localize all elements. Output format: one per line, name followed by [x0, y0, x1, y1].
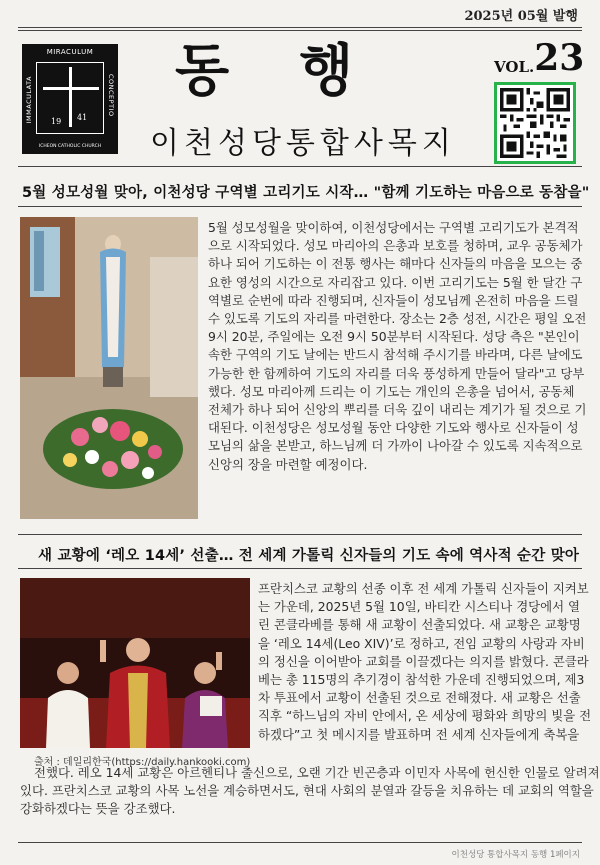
article2-line: 는 가운데, 2025년 5월 10일, 바티칸 시스티나 경당에서 열	[258, 599, 580, 615]
article1-line: 신앙의 장을 마련할 예정이다.	[208, 456, 368, 472]
logo-year-left: 19	[51, 117, 62, 126]
newsletter-title: 동행	[175, 39, 424, 104]
article2-line: 전했다. 레오 14세 교황은 아르헨티나 출신으로, 오랜 기간 빈곤층과 이민자 사목에 헌신한 인물로 알려져	[34, 765, 600, 780]
article1-line: 수 있도록 기도의 자리를 마련한다. 장소는 2층 성전, 시간은 평일 오전	[208, 311, 587, 327]
article2-line: 강화하겠다는 뜻을 강조했다.	[20, 801, 176, 817]
article1-line: 했다. 성모 마리아께 드리는 이 기도는 개인의 은총을 넘어서, 공동체	[208, 383, 575, 399]
article2-line: 베는 총 115명의 추기경이 참석한 가운데 진행되었으며, 제3	[258, 672, 585, 688]
article1-body	[208, 219, 587, 474]
article2-line: 의 정신을 이어받아 교회를 이끌겠다는 의지를 밝혔다. 콘클라	[258, 653, 589, 669]
article1-rule	[18, 206, 582, 207]
article1-line: 모님의 삶을 본받고, 하느님께 더 가까이 나아갈 수 있도록 지속적으로	[208, 438, 583, 454]
footer-rule	[18, 842, 582, 843]
article1-line: 요한 영성의 시간으로 자리잡고 있다. 이번 고리기도는 5월 한 달간 구	[208, 274, 583, 290]
vol-number: 23	[534, 37, 585, 79]
article2-line: 있다. 프란치스코 교황의 사목 노선을 계승하면서도, 현대 사회의 분열과 갈등을 치유하는 데 교회의 역할을	[20, 783, 594, 799]
article1-headline: 5월 성모성월 맞아, 이천성당 구역별 고리기도 시작… "함께 기도하는 마음으로 동참을"	[22, 185, 590, 201]
page-footer: 이천성당 통합사목지 동행 1페이지	[451, 850, 580, 860]
article2-rule	[18, 568, 582, 569]
logo-bottom-text: ICHEON CATHOLIC CHURCH	[38, 144, 102, 149]
top-rule-2	[18, 30, 582, 31]
top-rule	[18, 27, 582, 28]
article2-line: 프란치스코 교황의 선종 이후 전 세계 가톨릭 신자들이 지켜보	[258, 581, 589, 596]
mary-statue-photo	[20, 217, 198, 519]
newsletter-subtitle: 이천성당통합사목지	[150, 126, 456, 161]
article2-line: 린 콘클라베를 통해 새 교황이 선출되었다. 새 교황은 교황명	[258, 617, 581, 633]
article2-line: 하겠다”고 첫 메시지를 발표하며 전 세계 신자들에게 축복을	[258, 726, 580, 742]
logo-right-text: CONCEPTIO	[107, 74, 115, 117]
article1-line: 속한 구역의 기도 날에는 반드시 참석해 주시기를 바라며, 다른 날에도	[208, 347, 583, 363]
vol-prefix: VOL.	[494, 58, 535, 76]
article1-line: 하나 되어 기도하는 이 전통 행사는 해마다 신자들의 마음을 모으는 중	[208, 256, 583, 272]
article1-line: 전체가 하나 되어 신앙의 뿌리를 더욱 깊이 내리는 계기가 될 것으로 기	[208, 402, 587, 418]
issue-date: 2025년 05월 발행	[464, 9, 578, 24]
article2-line: 차 투표에서 교황이 선출된 것으로 전해졌다. 새 교황은 선출	[258, 690, 581, 706]
article2-line: 직후 “하느님의 자비 안에서, 온 세상에 평화와 희망의 빛을 전	[258, 708, 592, 724]
logo-left-text: IMMACULATA	[25, 76, 33, 124]
article1-line: 9시 20분, 주일에는 오전 9시 50분부터 시작된다. 성당 측은 "본인이	[208, 329, 580, 345]
article2-headline: 새 교황에 ‘레오 14세’ 선출… 전 세계 가톨릭 신자들의 기도 속에 역사적 순간 맞아	[38, 548, 580, 564]
volume-label	[494, 37, 585, 79]
article1-line: 가능한 한 함께하여 기도의 자리를 더욱 풍성하게 만들어 달라"고 당부	[208, 365, 585, 381]
article1-line: 으로 시작되었다. 성모 마리아의 은총과 보호를 청하며, 교우 공동체가	[208, 238, 583, 254]
article2-line: 을 ‘레오 14세(Leo XIV)’로 정하고, 전임 교황의 사랑과 자비	[258, 635, 585, 651]
pope-balcony-photo	[20, 578, 250, 748]
article2-body-full	[20, 764, 600, 819]
article1-line: 대된다. 이천성당은 성모성월 동안 다양한 기도와 행사로 신자들이 성	[208, 420, 579, 436]
article2-top-rule	[18, 534, 582, 535]
masthead-rule	[18, 166, 582, 167]
qr-code-icon[interactable]	[494, 82, 576, 164]
logo-year-right: 41	[77, 113, 88, 122]
logo-top-text: MIRACULUM	[46, 48, 94, 56]
article1-line: 역별로 순번에 따라 진행되며, 신자들이 성모님께 온전히 마음을 드릴	[208, 292, 579, 308]
photo-caption: 출처 : 데일리한국(https://daily.hankooki.com)	[34, 757, 251, 768]
article1-line: 5월 성모성월을 맞이하여, 이천성당에서는 구역별 고리기도가 본격적	[208, 220, 579, 235]
article2-body-right	[258, 580, 592, 744]
church-emblem-icon	[22, 44, 118, 154]
